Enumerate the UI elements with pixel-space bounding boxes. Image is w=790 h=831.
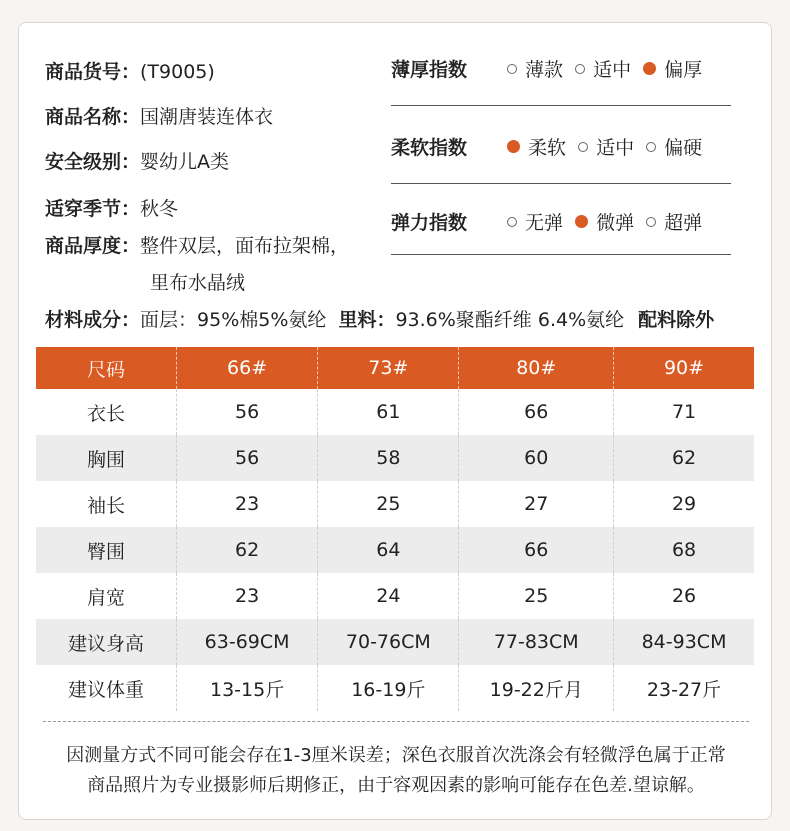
table-header-cell: 73#	[318, 347, 459, 389]
option-medium: 适中	[575, 55, 631, 82]
table-cell: 56	[177, 389, 318, 435]
divider	[391, 254, 731, 255]
table-cell: 60	[459, 435, 614, 481]
table-cell: 63-69CM	[177, 619, 318, 665]
table-cell: 68	[614, 527, 754, 573]
table-row	[36, 527, 754, 573]
divider	[391, 183, 731, 184]
table-cell: 62	[614, 435, 754, 481]
dashed-divider	[43, 721, 749, 722]
field-thickness: 商品厚度：整件双层，面布拉架棉，	[45, 235, 350, 257]
radio-selected-icon	[643, 62, 656, 75]
table-cell: 24	[318, 573, 459, 619]
option-no-stretch: 无弹	[507, 208, 563, 235]
option-thin: 薄款	[507, 55, 563, 82]
table-header-cell: 66#	[177, 347, 318, 389]
table-cell: 19-22斤月	[459, 665, 614, 711]
note-line-1: 因测量方式不同可能会存在1-3厘米误差；深色衣服首次洗涤会有轻微浮色属于正常	[66, 745, 726, 766]
table-cell: 84-93CM	[614, 619, 754, 665]
table-cell: 袖长	[36, 481, 177, 527]
index-softness: 柔软指数 柔软 适中 偏硬	[391, 133, 731, 160]
option-slight-stretch: 微弹	[575, 208, 634, 235]
table-cell: 建议身高	[36, 619, 177, 665]
table-cell: 58	[318, 435, 459, 481]
table-cell: 16-19斤	[318, 665, 459, 711]
field-product-name: 商品名称：国潮唐装连体衣	[45, 106, 274, 128]
table-cell: 27	[459, 481, 614, 527]
table-cell: 23	[177, 481, 318, 527]
table-header-row	[36, 347, 754, 389]
index-thickness: 薄厚指数 薄款 适中 偏厚	[391, 55, 731, 82]
table-header-cell: 80#	[459, 347, 614, 389]
table-cell: 70-76CM	[318, 619, 459, 665]
radio-icon	[578, 142, 588, 152]
option-thick: 偏厚	[643, 55, 702, 82]
table-row	[36, 619, 754, 665]
radio-selected-icon	[507, 140, 520, 153]
option-super-stretch: 超弹	[646, 208, 702, 235]
radio-icon	[646, 217, 656, 227]
size-table	[36, 347, 754, 711]
table-cell: 66	[459, 527, 614, 573]
table-cell: 臀围	[36, 527, 177, 573]
option-soft: 柔软	[507, 133, 566, 160]
table-row	[36, 389, 754, 435]
table-cell: 23	[177, 573, 318, 619]
table-header-cell: 90#	[614, 347, 754, 389]
field-safety-level: 安全级别：婴幼儿A类	[45, 151, 230, 173]
table-cell: 29	[671, 493, 697, 515]
product-info-card	[18, 22, 772, 820]
index-elasticity: 弹力指数 无弹 微弹 超弹	[391, 208, 731, 235]
table-cell: 64	[318, 527, 459, 573]
table-cell: 胸围	[36, 435, 177, 481]
table-header-cell: 尺码	[36, 347, 177, 389]
table-cell: 66	[459, 389, 614, 435]
table-row	[36, 481, 754, 527]
table-row	[36, 573, 754, 619]
table-cell: 13-15斤	[177, 665, 318, 711]
table-cell: 建议体重	[36, 665, 177, 711]
option-medium: 适中	[578, 133, 634, 160]
table-cell: 56	[177, 435, 318, 481]
divider	[391, 105, 731, 106]
table-cell: 61	[318, 389, 459, 435]
table-cell: 25	[318, 481, 459, 527]
note-line-2: 商品照片为专业摄影师后期修正，由于容观因素的影响可能存在色差.望谅解。	[87, 775, 705, 796]
table-cell: 23-27斤	[646, 678, 722, 701]
table-cell: 77-83CM	[459, 619, 614, 665]
field-item-number: 商品货号：(T9005)	[45, 61, 215, 83]
field-material: 材料成分：面层：95%棉5%氨纶 里料：93.6%聚酯纤维 6.4%氨纶 配料除外	[45, 309, 715, 331]
table-cell: 25	[459, 573, 614, 619]
table-row	[36, 665, 754, 711]
field-thickness-cont: 里布水晶绒	[150, 272, 246, 294]
radio-icon	[507, 217, 517, 227]
table-row	[36, 435, 754, 481]
table-cell: 62	[177, 527, 318, 573]
table-cell: 肩宽	[36, 573, 177, 619]
radio-icon	[646, 142, 656, 152]
option-hard: 偏硬	[646, 133, 702, 160]
table-cell: 26	[671, 585, 697, 607]
radio-icon	[507, 64, 517, 74]
radio-selected-icon	[575, 215, 588, 228]
field-season: 适穿季节：秋冬	[45, 198, 179, 220]
table-cell: 衣长	[36, 389, 177, 435]
radio-icon	[575, 64, 585, 74]
table-cell: 71	[671, 401, 697, 423]
